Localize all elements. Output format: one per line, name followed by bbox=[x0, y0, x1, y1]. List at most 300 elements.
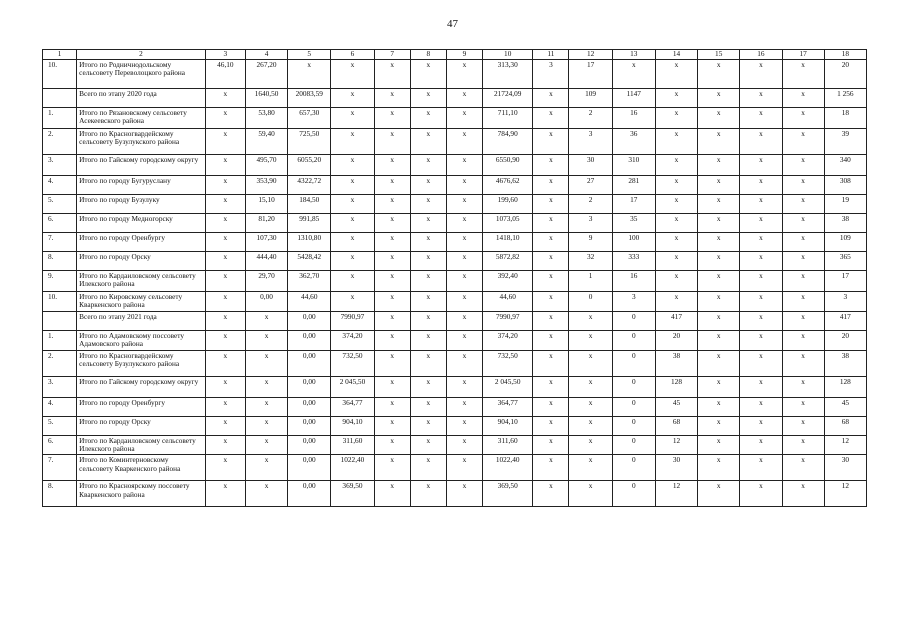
value-cell: x bbox=[655, 60, 697, 89]
value-cell: 904,10 bbox=[483, 416, 533, 435]
value-cell: x bbox=[655, 292, 697, 312]
value-cell: 0 bbox=[612, 376, 655, 397]
value-cell: 1 bbox=[569, 271, 612, 292]
value-cell: x bbox=[374, 89, 410, 108]
value-cell: x bbox=[410, 397, 446, 416]
table-row bbox=[43, 252, 867, 271]
data-table bbox=[42, 49, 867, 507]
value-cell: x bbox=[740, 455, 782, 481]
value-cell: x bbox=[410, 176, 446, 195]
value-cell: 495,70 bbox=[245, 155, 287, 176]
row-name-cell: Итого по Родничнодольскому сельсовету Переволоцкого района bbox=[77, 60, 206, 89]
table-row bbox=[43, 176, 867, 195]
value-cell: x bbox=[205, 376, 245, 397]
row-number-cell: 7. bbox=[43, 455, 77, 481]
value-cell: x bbox=[655, 155, 697, 176]
value-cell: x bbox=[533, 108, 569, 129]
row-number-cell: 10. bbox=[43, 60, 77, 89]
value-cell: 109 bbox=[824, 233, 866, 252]
value-cell: 7990,97 bbox=[483, 311, 533, 330]
value-cell: x bbox=[374, 129, 410, 155]
value-cell: 199,60 bbox=[483, 195, 533, 214]
value-cell: 0 bbox=[612, 350, 655, 376]
value-cell: x bbox=[446, 350, 482, 376]
value-cell: x bbox=[410, 214, 446, 233]
row-name-cell: Итого по городу Бузулуку bbox=[77, 195, 206, 214]
value-cell: x bbox=[374, 271, 410, 292]
value-cell: x bbox=[410, 89, 446, 108]
value-cell: 100 bbox=[612, 233, 655, 252]
value-cell: x bbox=[374, 455, 410, 481]
value-cell: 353,90 bbox=[245, 176, 287, 195]
value-cell: x bbox=[740, 416, 782, 435]
value-cell: 12 bbox=[824, 481, 866, 507]
header-cell: 8 bbox=[410, 50, 446, 60]
value-cell: x bbox=[205, 416, 245, 435]
value-cell: x bbox=[205, 350, 245, 376]
value-cell: 392,40 bbox=[483, 271, 533, 292]
value-cell: 1640,50 bbox=[245, 89, 287, 108]
value-cell: x bbox=[374, 481, 410, 507]
value-cell: x bbox=[245, 311, 287, 330]
value-cell: x bbox=[374, 108, 410, 129]
row-number-cell: 4. bbox=[43, 397, 77, 416]
value-cell: x bbox=[740, 330, 782, 350]
value-cell: 16 bbox=[612, 108, 655, 129]
value-cell: x bbox=[374, 195, 410, 214]
value-cell: 1022,40 bbox=[483, 455, 533, 481]
value-cell: x bbox=[698, 252, 740, 271]
value-cell: x bbox=[533, 129, 569, 155]
header-cell: 5 bbox=[288, 50, 331, 60]
header-cell: 7 bbox=[374, 50, 410, 60]
header-cell: 10 bbox=[483, 50, 533, 60]
value-cell: x bbox=[374, 416, 410, 435]
value-cell: x bbox=[245, 416, 287, 435]
value-cell: 3 bbox=[569, 129, 612, 155]
value-cell: x bbox=[533, 350, 569, 376]
table-row bbox=[43, 214, 867, 233]
value-cell: 20 bbox=[824, 60, 866, 89]
value-cell: x bbox=[569, 311, 612, 330]
row-name-cell: Итого по Красногвардейскому сельсовету Бузулукского района bbox=[77, 350, 206, 376]
value-cell: x bbox=[655, 176, 697, 195]
table-row bbox=[43, 435, 867, 455]
header-cell: 3 bbox=[205, 50, 245, 60]
value-cell: 2 045,50 bbox=[331, 376, 374, 397]
header-cell: 2 bbox=[77, 50, 206, 60]
value-cell: x bbox=[782, 176, 824, 195]
value-cell: x bbox=[374, 376, 410, 397]
row-number-cell: 8. bbox=[43, 481, 77, 507]
value-cell: x bbox=[655, 271, 697, 292]
value-cell: 4322,72 bbox=[288, 176, 331, 195]
value-cell: x bbox=[655, 129, 697, 155]
value-cell: x bbox=[446, 416, 482, 435]
value-cell: x bbox=[205, 271, 245, 292]
value-cell: x bbox=[410, 350, 446, 376]
row-name-cell: Итого по городу Оренбургу bbox=[77, 397, 206, 416]
row-number-cell: 6. bbox=[43, 435, 77, 455]
value-cell: x bbox=[740, 233, 782, 252]
value-cell: x bbox=[740, 350, 782, 376]
value-cell: 3 bbox=[569, 214, 612, 233]
value-cell: 1073,05 bbox=[483, 214, 533, 233]
value-cell: 333 bbox=[612, 252, 655, 271]
value-cell: x bbox=[205, 252, 245, 271]
value-cell: x bbox=[446, 397, 482, 416]
value-cell: 5428,42 bbox=[288, 252, 331, 271]
value-cell: x bbox=[205, 311, 245, 330]
row-number-cell: 3. bbox=[43, 376, 77, 397]
value-cell: x bbox=[410, 129, 446, 155]
value-cell: x bbox=[446, 481, 482, 507]
value-cell: x bbox=[740, 214, 782, 233]
value-cell: 1310,80 bbox=[288, 233, 331, 252]
value-cell: 12 bbox=[655, 435, 697, 455]
value-cell: x bbox=[782, 108, 824, 129]
value-cell: x bbox=[205, 195, 245, 214]
value-cell: x bbox=[410, 271, 446, 292]
value-cell: 35 bbox=[612, 214, 655, 233]
value-cell: 30 bbox=[824, 455, 866, 481]
row-name-cell: Итого по городу Орску bbox=[77, 252, 206, 271]
value-cell: 0 bbox=[612, 311, 655, 330]
value-cell: x bbox=[245, 455, 287, 481]
value-cell: x bbox=[245, 376, 287, 397]
row-number-cell: 2. bbox=[43, 350, 77, 376]
value-cell: 38 bbox=[655, 350, 697, 376]
value-cell: 17 bbox=[612, 195, 655, 214]
value-cell: 15,10 bbox=[245, 195, 287, 214]
value-cell: x bbox=[740, 376, 782, 397]
value-cell: 417 bbox=[655, 311, 697, 330]
value-cell: x bbox=[410, 311, 446, 330]
value-cell: x bbox=[446, 233, 482, 252]
value-cell: x bbox=[374, 435, 410, 455]
header-cell: 15 bbox=[698, 50, 740, 60]
row-name-cell: Итого по Кировскому сельсовету Кваркенского района bbox=[77, 292, 206, 312]
value-cell: x bbox=[698, 481, 740, 507]
value-cell: 904,10 bbox=[331, 416, 374, 435]
value-cell: x bbox=[374, 330, 410, 350]
value-cell: 6550,90 bbox=[483, 155, 533, 176]
row-number-cell: 10. bbox=[43, 292, 77, 312]
value-cell: 308 bbox=[824, 176, 866, 195]
row-number-cell: 8. bbox=[43, 252, 77, 271]
value-cell: 267,20 bbox=[245, 60, 287, 89]
value-cell: x bbox=[533, 89, 569, 108]
table-row bbox=[43, 108, 867, 129]
value-cell: x bbox=[205, 481, 245, 507]
value-cell: x bbox=[740, 252, 782, 271]
value-cell: x bbox=[569, 481, 612, 507]
value-cell: x bbox=[740, 129, 782, 155]
value-cell: 2 bbox=[569, 195, 612, 214]
value-cell: x bbox=[410, 455, 446, 481]
value-cell: x bbox=[245, 350, 287, 376]
value-cell: x bbox=[410, 376, 446, 397]
value-cell: x bbox=[374, 350, 410, 376]
value-cell: 364,77 bbox=[331, 397, 374, 416]
value-cell: 3 bbox=[612, 292, 655, 312]
value-cell: x bbox=[655, 214, 697, 233]
value-cell: x bbox=[533, 376, 569, 397]
value-cell: x bbox=[782, 397, 824, 416]
row-number-cell: 1. bbox=[43, 330, 77, 350]
value-cell: x bbox=[782, 155, 824, 176]
value-cell: x bbox=[245, 397, 287, 416]
value-cell: x bbox=[533, 292, 569, 312]
value-cell: x bbox=[331, 252, 374, 271]
value-cell: x bbox=[569, 376, 612, 397]
value-cell: x bbox=[205, 89, 245, 108]
value-cell: x bbox=[331, 155, 374, 176]
value-cell: 364,77 bbox=[483, 397, 533, 416]
value-cell: 0,00 bbox=[288, 350, 331, 376]
value-cell: 340 bbox=[824, 155, 866, 176]
value-cell: 444,40 bbox=[245, 252, 287, 271]
value-cell: 7990,97 bbox=[331, 311, 374, 330]
value-cell: 20 bbox=[655, 330, 697, 350]
value-cell: 19 bbox=[824, 195, 866, 214]
value-cell: x bbox=[698, 292, 740, 312]
value-cell: x bbox=[374, 214, 410, 233]
value-cell: x bbox=[533, 311, 569, 330]
table-row bbox=[43, 330, 867, 350]
row-name-cell: Итого по Адамовскому поссовету Адамовского района bbox=[77, 330, 206, 350]
header-cell: 11 bbox=[533, 50, 569, 60]
value-cell: x bbox=[410, 330, 446, 350]
row-number-cell bbox=[43, 89, 77, 108]
table-row bbox=[43, 60, 867, 89]
value-cell: x bbox=[655, 89, 697, 108]
value-cell: x bbox=[533, 481, 569, 507]
value-cell: x bbox=[331, 129, 374, 155]
value-cell: 109 bbox=[569, 89, 612, 108]
value-cell: 68 bbox=[824, 416, 866, 435]
table-row bbox=[43, 481, 867, 507]
value-cell: x bbox=[782, 271, 824, 292]
row-name-cell: Итого по Рязановскому сельсовету Асекеевского района bbox=[77, 108, 206, 129]
value-cell: 12 bbox=[655, 481, 697, 507]
value-cell: 128 bbox=[655, 376, 697, 397]
table-row bbox=[43, 292, 867, 312]
value-cell: x bbox=[446, 89, 482, 108]
value-cell: 1147 bbox=[612, 89, 655, 108]
row-name-cell: Итого по Гайскому городскому округу bbox=[77, 376, 206, 397]
value-cell: 657,30 bbox=[288, 108, 331, 129]
value-cell: 369,50 bbox=[483, 481, 533, 507]
value-cell: x bbox=[740, 155, 782, 176]
value-cell: x bbox=[374, 397, 410, 416]
value-cell: 17 bbox=[824, 271, 866, 292]
value-cell: x bbox=[612, 60, 655, 89]
value-cell: x bbox=[782, 350, 824, 376]
row-name-cell: Итого по Красногвардейскому сельсовету Бузулукского района bbox=[77, 129, 206, 155]
value-cell: 0 bbox=[569, 292, 612, 312]
value-cell: 45 bbox=[655, 397, 697, 416]
row-number-cell: 5. bbox=[43, 416, 77, 435]
value-cell: 313,30 bbox=[483, 60, 533, 89]
value-cell: 5872,82 bbox=[483, 252, 533, 271]
value-cell: x bbox=[331, 89, 374, 108]
value-cell: 0 bbox=[612, 397, 655, 416]
value-cell: 0,00 bbox=[288, 311, 331, 330]
value-cell: x bbox=[782, 292, 824, 312]
value-cell: x bbox=[740, 311, 782, 330]
value-cell: 991,85 bbox=[288, 214, 331, 233]
value-cell: x bbox=[410, 155, 446, 176]
value-cell: x bbox=[410, 233, 446, 252]
value-cell: 107,30 bbox=[245, 233, 287, 252]
value-cell: x bbox=[446, 214, 482, 233]
value-cell: x bbox=[533, 455, 569, 481]
header-cell: 1 bbox=[43, 50, 77, 60]
row-number-cell: 4. bbox=[43, 176, 77, 195]
value-cell: x bbox=[533, 416, 569, 435]
value-cell: x bbox=[740, 292, 782, 312]
value-cell: x bbox=[446, 155, 482, 176]
value-cell: x bbox=[374, 60, 410, 89]
value-cell: x bbox=[446, 176, 482, 195]
table-row bbox=[43, 455, 867, 481]
value-cell: x bbox=[698, 416, 740, 435]
value-cell: 6055,20 bbox=[288, 155, 331, 176]
value-cell: x bbox=[288, 60, 331, 89]
value-cell: 362,70 bbox=[288, 271, 331, 292]
value-cell: x bbox=[569, 350, 612, 376]
value-cell: x bbox=[446, 376, 482, 397]
value-cell: 44,60 bbox=[483, 292, 533, 312]
table-header-row bbox=[43, 50, 867, 60]
value-cell: 59,40 bbox=[245, 129, 287, 155]
value-cell: 81,20 bbox=[245, 214, 287, 233]
value-cell: x bbox=[446, 129, 482, 155]
value-cell: 369,50 bbox=[331, 481, 374, 507]
value-cell: x bbox=[205, 108, 245, 129]
value-cell: 1418,10 bbox=[483, 233, 533, 252]
value-cell: 39 bbox=[824, 129, 866, 155]
value-cell: x bbox=[410, 416, 446, 435]
row-name-cell: Итого по городу Бугуруслану bbox=[77, 176, 206, 195]
row-name-cell: Итого по Кардаиловскому сельсовету Илекского района bbox=[77, 271, 206, 292]
value-cell: x bbox=[740, 176, 782, 195]
value-cell: 18 bbox=[824, 108, 866, 129]
value-cell: x bbox=[569, 330, 612, 350]
row-number-cell: 7. bbox=[43, 233, 77, 252]
value-cell: 29,70 bbox=[245, 271, 287, 292]
value-cell: x bbox=[446, 271, 482, 292]
row-number-cell: 5. bbox=[43, 195, 77, 214]
value-cell: x bbox=[782, 481, 824, 507]
value-cell: x bbox=[374, 155, 410, 176]
value-cell: x bbox=[533, 435, 569, 455]
value-cell: 184,50 bbox=[288, 195, 331, 214]
value-cell: x bbox=[205, 176, 245, 195]
value-cell: x bbox=[782, 60, 824, 89]
value-cell: x bbox=[446, 108, 482, 129]
value-cell: x bbox=[446, 252, 482, 271]
row-name-cell: Итого по городу Медногорску bbox=[77, 214, 206, 233]
value-cell: 30 bbox=[569, 155, 612, 176]
value-cell: 417 bbox=[824, 311, 866, 330]
header-cell: 12 bbox=[569, 50, 612, 60]
value-cell: x bbox=[740, 195, 782, 214]
value-cell: x bbox=[245, 435, 287, 455]
value-cell: 12 bbox=[824, 435, 866, 455]
value-cell: 311,60 bbox=[331, 435, 374, 455]
value-cell: x bbox=[698, 89, 740, 108]
value-cell: x bbox=[655, 108, 697, 129]
value-cell: 310 bbox=[612, 155, 655, 176]
value-cell: x bbox=[698, 271, 740, 292]
value-cell: 9 bbox=[569, 233, 612, 252]
value-cell: x bbox=[410, 292, 446, 312]
value-cell: 0 bbox=[612, 455, 655, 481]
value-cell: 38 bbox=[824, 350, 866, 376]
value-cell: 732,50 bbox=[483, 350, 533, 376]
value-cell: x bbox=[740, 108, 782, 129]
row-number-cell: 6. bbox=[43, 214, 77, 233]
value-cell: 0 bbox=[612, 330, 655, 350]
value-cell: x bbox=[569, 416, 612, 435]
table-row bbox=[43, 376, 867, 397]
value-cell: x bbox=[698, 435, 740, 455]
value-cell: 53,80 bbox=[245, 108, 287, 129]
value-cell: x bbox=[331, 60, 374, 89]
row-name-cell: Всего по этапу 2020 года bbox=[77, 89, 206, 108]
value-cell: x bbox=[698, 195, 740, 214]
value-cell: 725,50 bbox=[288, 129, 331, 155]
value-cell: x bbox=[740, 435, 782, 455]
value-cell: 30 bbox=[655, 455, 697, 481]
value-cell: x bbox=[698, 350, 740, 376]
value-cell: x bbox=[205, 233, 245, 252]
value-cell: 2 045,50 bbox=[483, 376, 533, 397]
value-cell: x bbox=[782, 129, 824, 155]
header-cell: 18 bbox=[824, 50, 866, 60]
value-cell: 0,00 bbox=[288, 330, 331, 350]
value-cell: x bbox=[782, 376, 824, 397]
value-cell: x bbox=[698, 233, 740, 252]
value-cell: x bbox=[205, 155, 245, 176]
value-cell: x bbox=[533, 252, 569, 271]
value-cell: 0,00 bbox=[288, 481, 331, 507]
value-cell: 1022,40 bbox=[331, 455, 374, 481]
value-cell: x bbox=[698, 176, 740, 195]
header-cell: 4 bbox=[245, 50, 287, 60]
value-cell: x bbox=[205, 129, 245, 155]
value-cell: x bbox=[533, 271, 569, 292]
value-cell: x bbox=[533, 397, 569, 416]
value-cell: 68 bbox=[655, 416, 697, 435]
value-cell: x bbox=[782, 89, 824, 108]
row-name-cell: Всего по этапу 2021 года bbox=[77, 311, 206, 330]
value-cell: 3 bbox=[824, 292, 866, 312]
value-cell: 0,00 bbox=[288, 397, 331, 416]
value-cell: x bbox=[331, 233, 374, 252]
value-cell: x bbox=[374, 311, 410, 330]
header-cell: 13 bbox=[612, 50, 655, 60]
value-cell: x bbox=[698, 376, 740, 397]
value-cell: x bbox=[533, 330, 569, 350]
value-cell: x bbox=[740, 397, 782, 416]
value-cell: 3 bbox=[533, 60, 569, 89]
table-row bbox=[43, 155, 867, 176]
value-cell: x bbox=[782, 252, 824, 271]
table-row bbox=[43, 271, 867, 292]
